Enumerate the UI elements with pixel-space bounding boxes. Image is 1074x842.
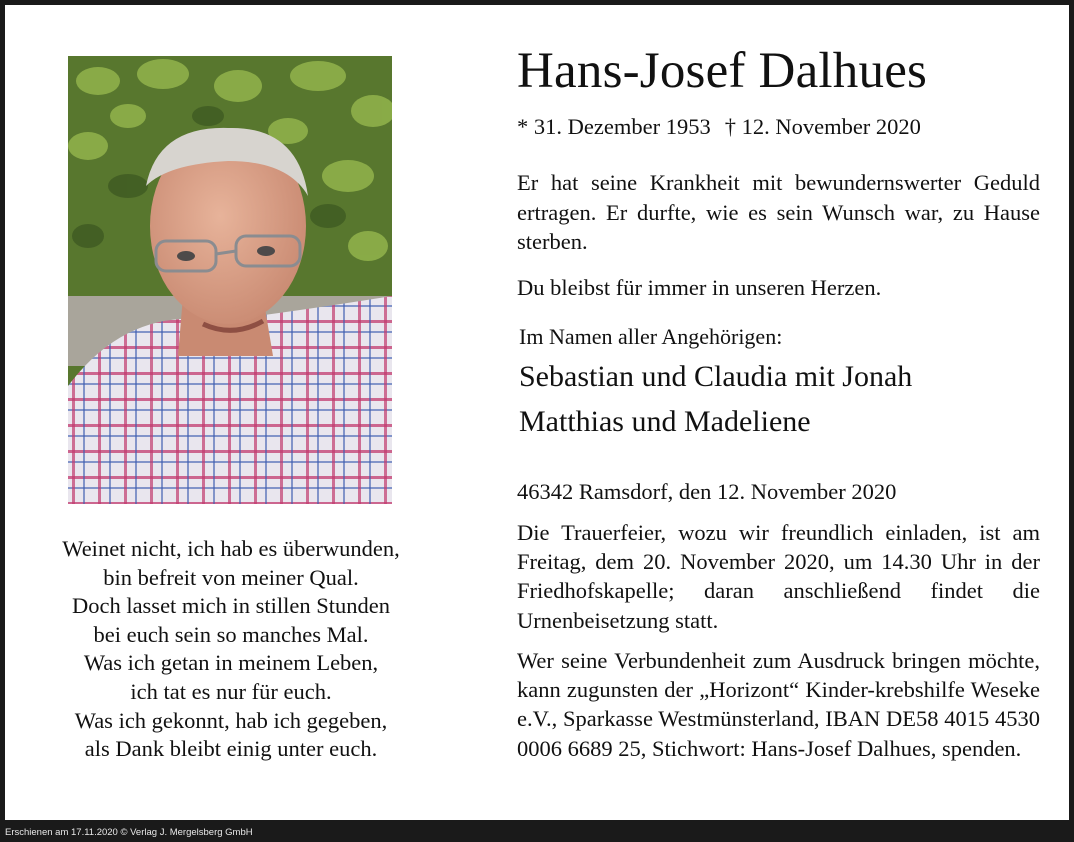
poem	[25, 535, 437, 764]
poem-line: Weinet nicht, ich hab es überwunden,	[62, 536, 400, 561]
donation-paragraph: Wer seine Verbundenheit zum Ausdruck bringen möchte, kann zugunsten der „Horizont“ Kinder-krebshilfe Weseke e.V., Sparkasse Westmünsterland, IBAN DE58 4015 4530 0006 6689 25, Stichwort: Hans-Josef Dalhues, spenden.	[517, 648, 1040, 761]
poem-line: bin befreit von meiner Qual.	[103, 564, 359, 590]
illness-paragraph: Er hat seine Krankheit mit bewundernswerter Geduld ertragen. Er durfte, wie es sein Wunsch war, zu Hause sterben.	[517, 170, 1040, 254]
family-line-1: Sebastian und Claudia mit Jonah	[519, 360, 913, 393]
portrait-photo	[68, 56, 392, 504]
poem-line: bei euch sein so manches Mal.	[93, 621, 369, 647]
family-line-2: Matthias und Madeliene	[519, 405, 811, 438]
life-dates	[517, 113, 921, 141]
death-date: † 12. November 2020	[724, 114, 921, 139]
poem-line: Was ich gekonnt, hab ich gegeben,	[74, 707, 388, 733]
publication-footer: Erschienen am 17.11.2020 © Verlag J. Mergelsberg GmbH	[5, 827, 253, 838]
poem-line: ich tat es nur für euch.	[130, 678, 332, 704]
birth-date: * 31. Dezember 1953	[517, 114, 711, 139]
deceased-name: Hans-Josef Dalhues	[517, 43, 928, 99]
place-date: 46342 Ramsdorf, den 12. November 2020	[517, 479, 897, 504]
family-intro: Im Namen aller Angehörigen:	[519, 324, 783, 349]
poem-line: Was ich getan in meinem Leben,	[83, 650, 379, 676]
poem-line: als Dank bleibt einig unter euch.	[84, 736, 378, 762]
funeral-paragraph: Die Trauerfeier, wozu wir freundlich einladen, ist am Freitag, dem 20. November 2020, um 14.30 Uhr in der Friedhofskapelle; daran anschließend findet die Urnenbeisetzung statt.	[517, 520, 1040, 633]
poem-line: Doch lasset mich in stillen Stunden	[71, 593, 391, 619]
farewell-line: Du bleibst für immer in unseren Herzen.	[517, 275, 882, 300]
obituary-card	[5, 5, 1069, 820]
